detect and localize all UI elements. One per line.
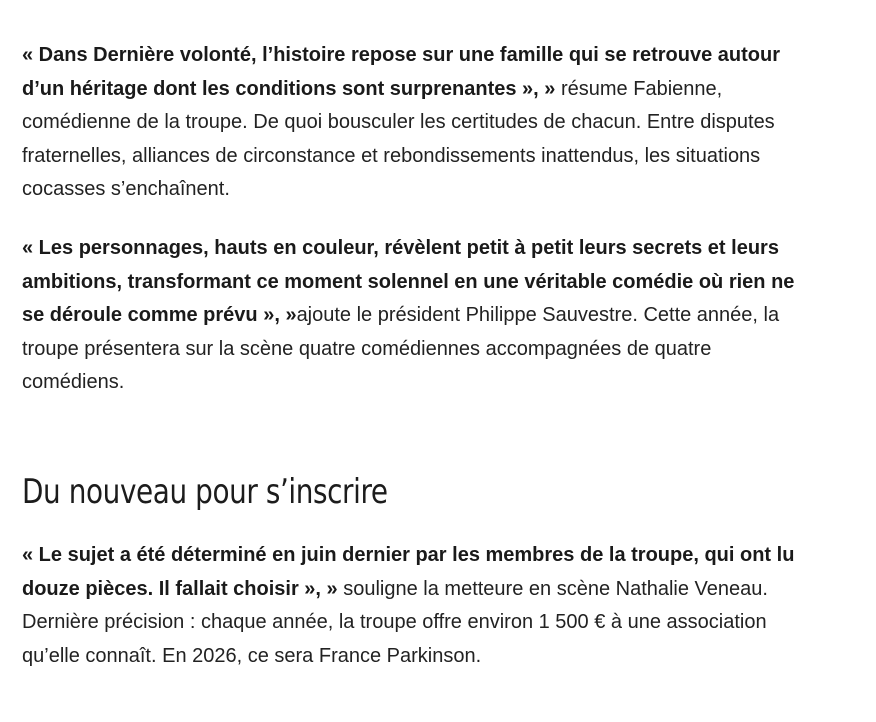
paragraph-quote: « Le sujet a été déterminé en juin dernier par les membres de la troupe, qui ont lu douze pièces. Il fallait choisir », » xyxy=(22,544,795,600)
paragraph-text: ajoute le président Philippe Sauvestre. Cette année, la troupe présentera sur la scène quatre comédiennes accompagnées de quatre comédiens. xyxy=(22,304,780,394)
paragraph-quote: « Les personnages, hauts en couleur, révèlent petit à petit leurs secrets et leurs ambitions, transformant ce moment solennel en une véritable comédie où rien ne se déroule comme prévu », » xyxy=(22,237,795,327)
section-heading: Du nouveau pour s’inscrire xyxy=(22,472,388,512)
article-paragraph xyxy=(22,39,812,207)
article-paragraph xyxy=(22,539,812,673)
paragraph-text: résume Fabienne, comédienne de la troupe. De quoi bousculer les certitudes de chacun. Entre disputes fraternelles, alliances de circonstance et rebondissements inattendus, les situations cocasses s’enchaînent. xyxy=(22,77,775,201)
article-paragraph xyxy=(22,232,812,400)
paragraph-text: souligne la metteure en scène Nathalie Veneau. Dernière précision : chaque année, la troupe offre environ 1 500 € à une association qu’elle connaît. En 2026, ce sera France Parkinson. xyxy=(22,577,768,667)
paragraph-quote: « Dans Dernière volonté, l’histoire repose sur une famille qui se retrouve autour d’un héritage dont les conditions sont surprenantes », » xyxy=(22,44,780,100)
